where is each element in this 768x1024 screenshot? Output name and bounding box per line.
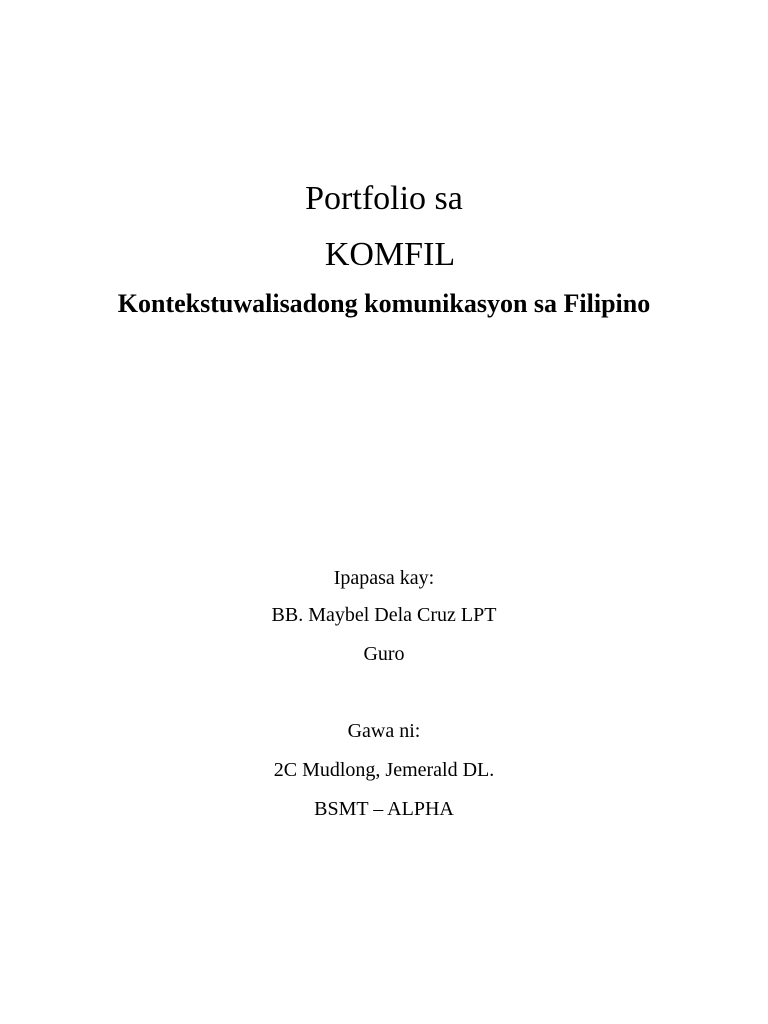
submitted-to-label: Ipapasa kay: [333, 567, 435, 589]
teacher-name: BB. Maybel Dela Cruz LPT [271, 604, 497, 626]
cover-subtitle: Kontekstuwalisadong komunikasyon sa Filipino [117, 289, 651, 318]
teacher-role: Guro [363, 643, 405, 665]
cover-title-line-2: KOMFIL [324, 236, 456, 273]
made-by-label: Gawa ni: [347, 720, 421, 742]
cover-title-line-1: Portfolio sa [305, 180, 463, 217]
student-section: BSMT – ALPHA [314, 798, 454, 820]
student-name: 2C Mudlong, Jemerald DL. [273, 759, 495, 781]
